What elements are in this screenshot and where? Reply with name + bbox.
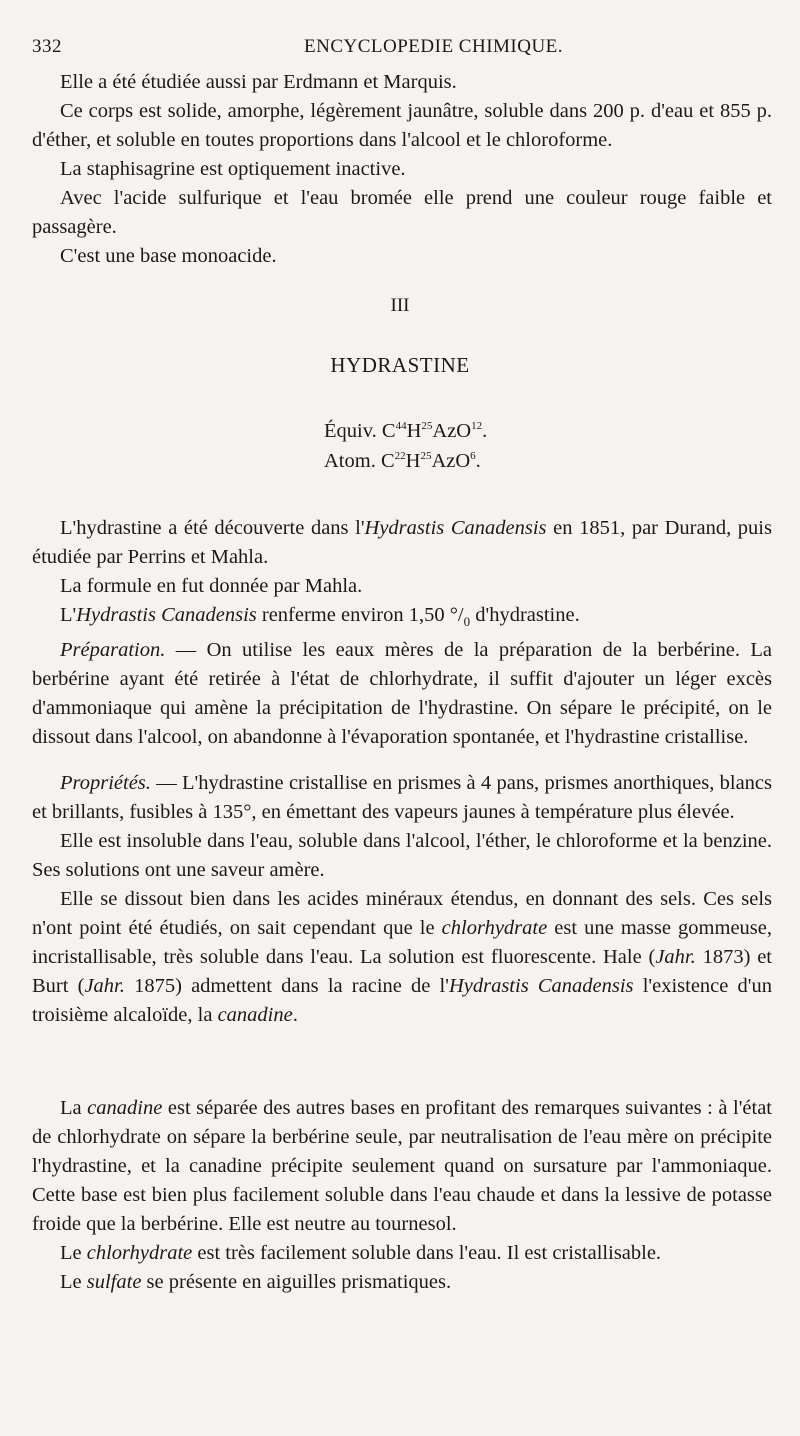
formula-index: 6 <box>470 450 476 462</box>
section-number: III <box>390 295 410 316</box>
paragraph: Elle a été étudiée aussi par Erdmann et Marquis. <box>60 71 457 93</box>
paragraph: L'hydrastine a été découverte dans l'Hydrastis Canadensis en 1851, par Durand, puis étudiée par Perrins et Mahla. <box>32 517 772 568</box>
formula-element: C <box>380 450 395 472</box>
paragraph: Propriétés. — L'hydrastine cristallise en prismes à 4 pans, prismes anorthiques, blancs et brillants, fusibles à 135°, en émettant des vapeurs jaunes à température plus élevée. <box>32 772 772 824</box>
italic-term: chlorhydrate <box>441 917 548 940</box>
italic-term: Jahr. <box>84 975 125 998</box>
formula-element: H <box>406 420 422 442</box>
running-title: ENCYCLOPEDIE CHIMIQUE. <box>304 36 564 57</box>
italic-term: canadine <box>217 1004 293 1027</box>
formula-element: AzO <box>432 420 472 442</box>
italic-heading: Propriétés. <box>60 772 151 795</box>
paragraph: La canadine est séparée des autres bases en profitant des remarques suivantes : à l'état de chlorhydrate on sépare la berbérine seule, par neutralisation de l'eau mère on précipite l'hydrastine, et la canadine précipite seulement quand on sursature par l'ammoniaque. Cette base est bien plus facilement soluble dans l'eau chaude et dans la lessive de potasse froide que la berbérine. Elle est neutre au tournesol. <box>32 1097 772 1235</box>
formula-index: 44 <box>395 420 407 432</box>
formula-index: 22 <box>394 450 406 462</box>
italic-term: Hydrastis Canadensis <box>364 517 547 539</box>
formula-index: 12 <box>471 420 483 432</box>
formula-equiv <box>324 420 487 443</box>
formula-label: Équiv. <box>324 420 377 442</box>
paragraph: La formule en fut donnée par Mahla. <box>60 575 363 597</box>
paragraph: Ce corps est solide, amorphe, légèrement jaunâtre, soluble dans 200 p. d'eau et 855 p. d'éther, et soluble en toutes proportions dans l'alcool et le chloroforme. <box>32 100 772 151</box>
paragraph: Le sulfate se présente en aiguilles prismatiques. <box>60 1271 452 1293</box>
formula-index: 25 <box>421 420 433 432</box>
paragraph: Avec l'acide sulfurique et l'eau bromée elle prend une couleur rouge faible et passagère. <box>32 187 772 238</box>
formula-index: 25 <box>420 450 432 462</box>
formula-element: AzO <box>431 450 471 472</box>
formula-punct: . <box>475 450 481 472</box>
page-header <box>32 36 770 66</box>
italic-term: Hydrastis Canadensis <box>448 975 634 998</box>
formula-element: C <box>381 420 396 442</box>
italic-term: Hydrastis Canadensis <box>76 604 257 626</box>
section-title: HYDRASTINE <box>330 353 470 377</box>
italic-heading: Préparation. <box>60 639 166 662</box>
paragraph: Elle se dissout bien dans les acides minéraux étendus, en donnant des sels. Ces sels n'ont point été étudiés, on sait cependant que le chlorhydrate est une masse gommeuse, incristallisable, très soluble dans l'eau. La solution est fluorescente. Hale (Jahr. 1873) et Burt (Jahr. 1875) admettent dans la racine de l'Hydrastis Canadensis l'existence d'un troisième alcaloïde, la canadine. <box>32 888 772 1027</box>
paragraph: L'Hydrastis Canadensis renferme environ 1,50 $^\circ/_0$ d'hydrastine. <box>60 604 580 630</box>
formula-label: Atom. <box>324 450 376 472</box>
formula-atom <box>324 450 481 473</box>
intro-text <box>32 68 772 271</box>
paragraph: C'est une base monoacide. <box>60 245 277 267</box>
canadine-text <box>32 1094 772 1297</box>
page-number: 332 <box>32 36 62 57</box>
paragraph: Préparation. — On utilise les eaux mères de la préparation de la berbérine. La berbérine ayant été retirée à l'état de chlorhydrate, il suffit d'ajouter un léger excès d'ammoniaque qui amène la précipitation de l'hydrastine. On sépare le précipité, on le dissout dans l'alcool, on abandonne à l'évaporation spontanée, et l'hydrastine cristallise. <box>32 639 772 749</box>
italic-term: sulfate <box>86 1271 142 1293</box>
italic-term: chlorhydrate <box>86 1242 193 1264</box>
italic-term: Jahr. <box>655 946 696 969</box>
formula-punct: . <box>482 420 488 442</box>
paragraph: La staphisagrine est optiquement inactive. <box>60 158 406 180</box>
paragraph: Le chlorhydrate est très facilement soluble dans l'eau. Il est cristallisable. <box>60 1242 662 1264</box>
formula-element: H <box>405 450 421 472</box>
italic-term: canadine <box>87 1097 163 1119</box>
paragraph: Elle est insoluble dans l'eau, soluble dans l'alcool, l'éther, le chloroforme et la benzine. Ses solutions ont une saveur amère. <box>32 830 772 882</box>
hydrastine-text <box>32 514 772 1030</box>
